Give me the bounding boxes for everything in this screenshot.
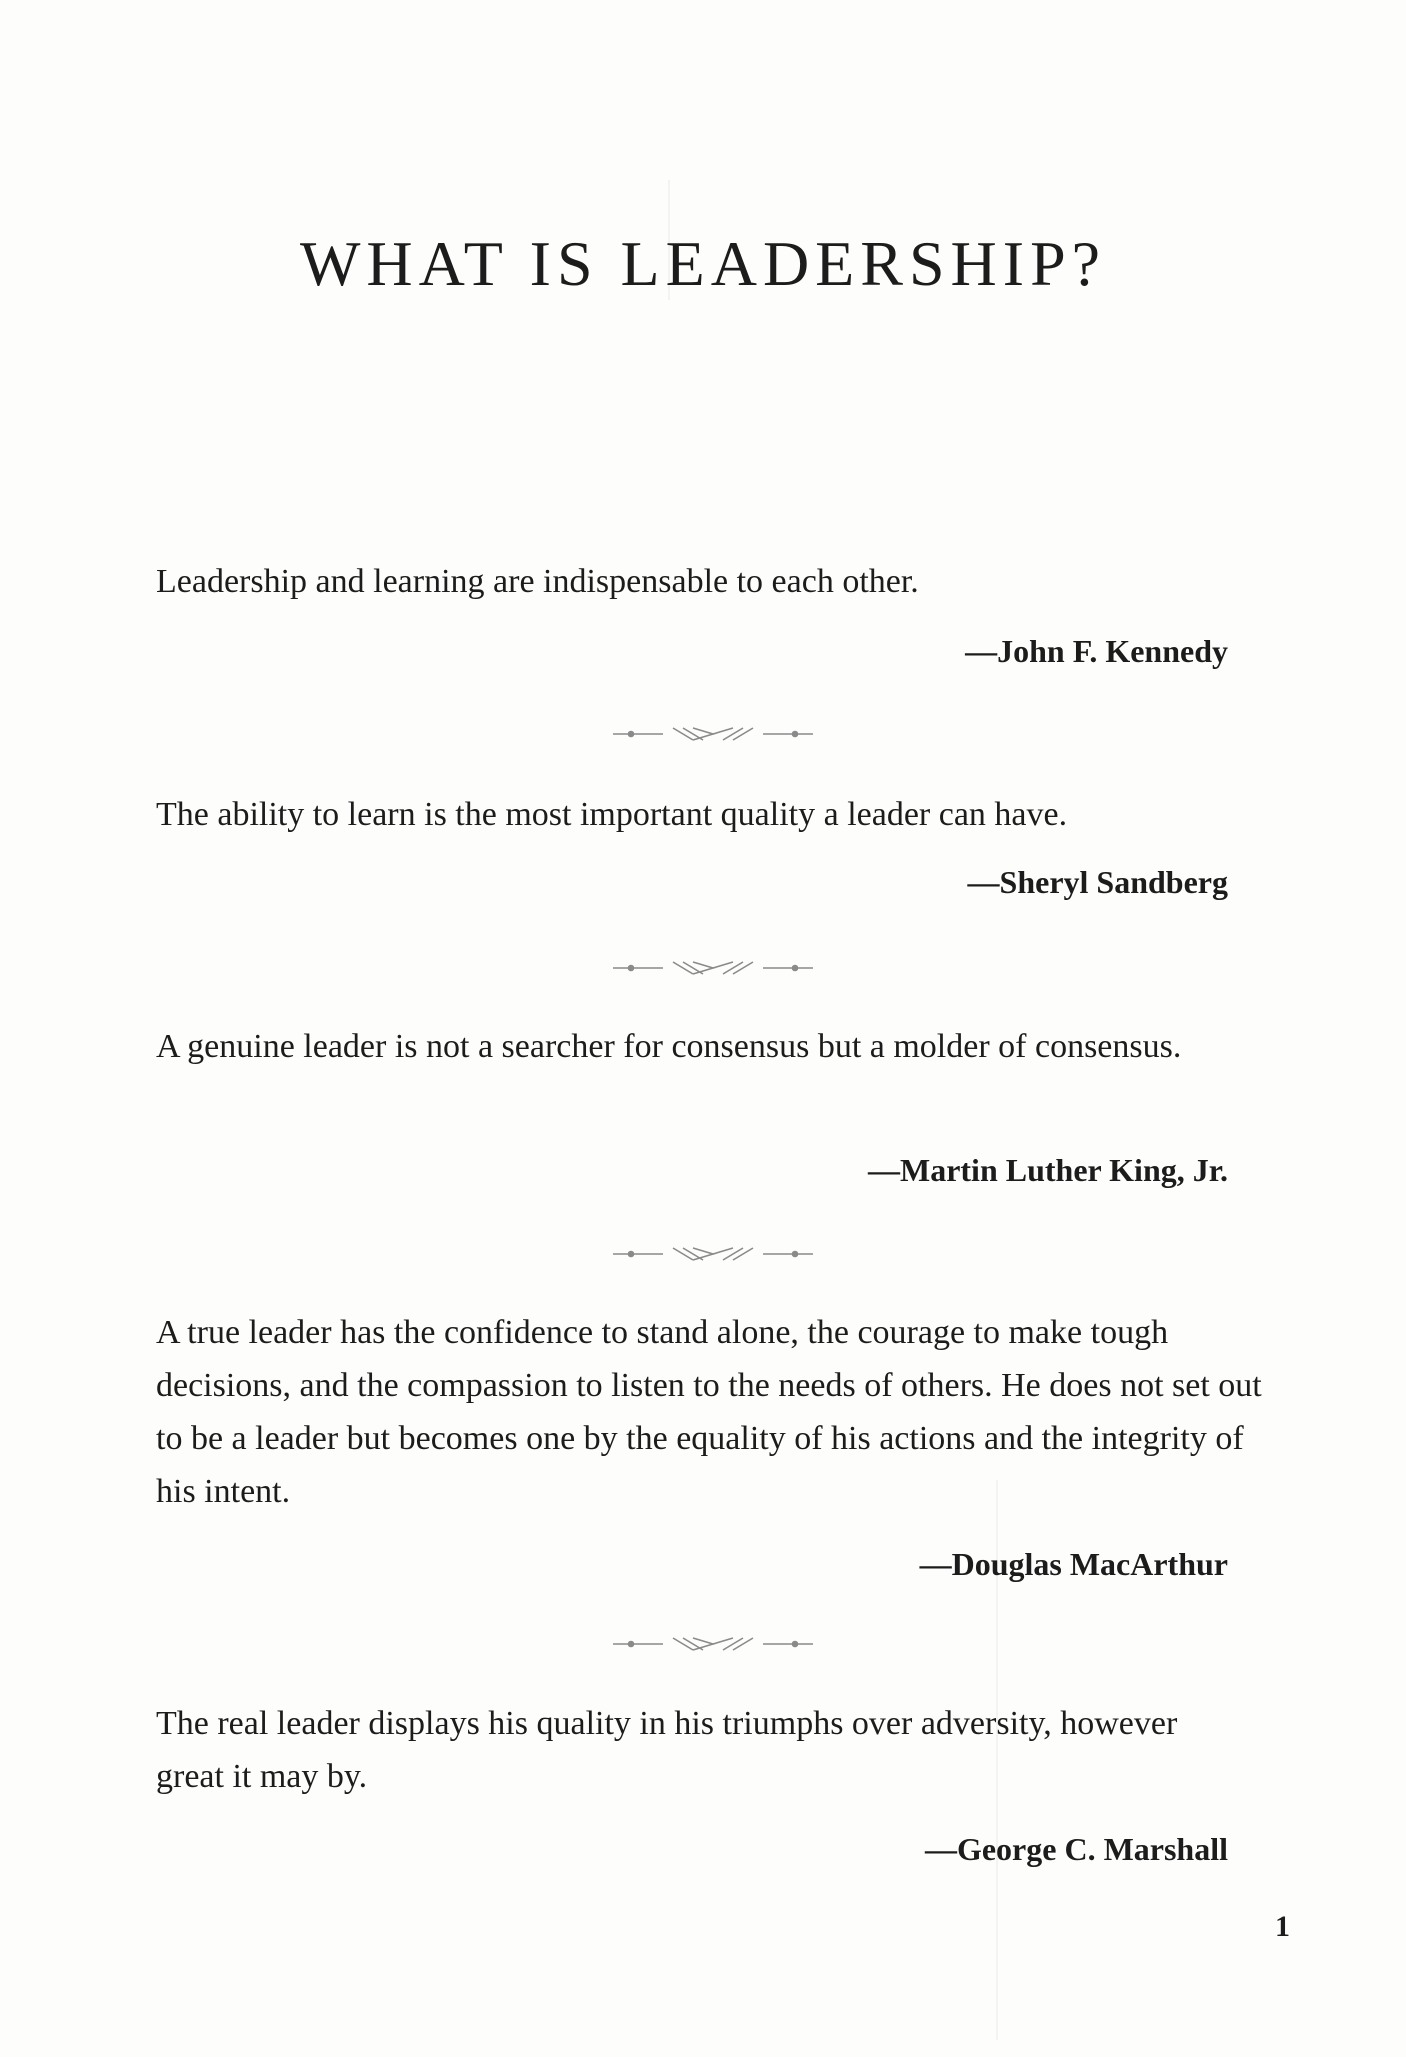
quote-text: A true leader has the confidence to stand alone, the courage to make tough decisions, and the compassion to listen to the needs of others. He does not set out to be a leader but becomes one by the equality of his actions and the integrity of his intent. [156, 1314, 1262, 1510]
quote-block [156, 555, 1276, 675]
quote-block [156, 1020, 1276, 1200]
quote-author: —Douglas MacArthur [919, 1546, 1228, 1582]
quote-block [156, 1697, 1276, 1877]
quote-author: —George C. Marshall [924, 1831, 1228, 1867]
ornament-divider [603, 1634, 823, 1654]
ornament-divider [603, 958, 823, 978]
quote-text: Leadership and learning are indispensable to each other. [156, 563, 919, 600]
quote-author: —Sheryl Sandberg [967, 864, 1228, 900]
quote-text: The ability to learn is the most important quality a leader can have. [156, 796, 1068, 833]
quote-block [156, 1306, 1276, 1606]
quote-text: The real leader displays his quality in his triumphs over adversity, however great it may by. [156, 1705, 1178, 1795]
ornament-divider [603, 1244, 823, 1264]
quote-block [156, 788, 1276, 908]
page-number: 1 [1275, 1910, 1290, 1943]
quote-text: A genuine leader is not a searcher for consensus but a molder of consensus. [156, 1028, 1182, 1065]
quote-author: —John F. Kennedy [965, 633, 1228, 669]
quote-author: —Martin Luther King, Jr. [867, 1152, 1228, 1188]
ornament-divider [603, 724, 823, 744]
page-title: WHAT IS LEADERSHIP? [299, 228, 1107, 299]
